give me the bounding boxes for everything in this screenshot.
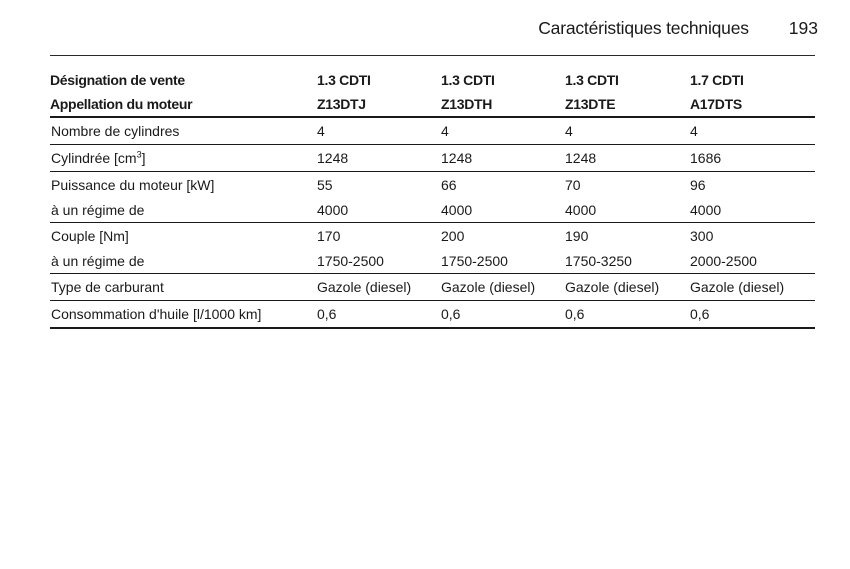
table-cell: 4 <box>690 117 815 145</box>
row-label: Couple [Nm] <box>51 227 129 244</box>
table-row-power-rpm <box>50 197 815 223</box>
table-row-fuel-type <box>50 274 815 301</box>
table-cell: 4000 <box>565 197 690 223</box>
row-label: Consommation d'huile [l/1000 km] <box>50 301 317 329</box>
table-cell: 1248 <box>317 145 441 172</box>
table-cell: 1248 <box>441 145 565 172</box>
table-cell: 70 <box>565 176 581 193</box>
table-cell: 4000 <box>441 197 565 223</box>
engine-spec-table <box>50 68 815 329</box>
table-cell: 0,6 <box>690 301 815 329</box>
table-cell: 55 <box>317 176 333 193</box>
table-cell: 66 <box>441 176 457 193</box>
table-cell: 1750-3250 <box>565 248 690 274</box>
table-row-oil-consumption <box>50 301 815 329</box>
header-cell: 1.3 CDTI <box>441 72 495 88</box>
table-cell: 2000-2500 <box>690 248 815 274</box>
row-label: à un régime de <box>50 197 317 223</box>
table-cell: 0,6 <box>565 301 690 329</box>
row-label: Nombre de cylindres <box>50 117 317 145</box>
table-cell: 1248 <box>565 145 690 172</box>
header-divider <box>50 55 815 56</box>
header-label: Désignation de vente <box>50 72 185 88</box>
table-cell: 4000 <box>317 197 441 223</box>
page-number: 193 <box>788 18 818 38</box>
header-cell: 1.3 CDTI <box>317 72 371 88</box>
page-header <box>538 18 818 39</box>
table-cell: 1686 <box>690 145 815 172</box>
table-cell: 0,6 <box>441 301 565 329</box>
row-label-text: Cylindrée [cm <box>51 150 137 166</box>
table-cell: 1750-2500 <box>317 248 441 274</box>
table-cell: 0,6 <box>317 301 441 329</box>
table-cell: 170 <box>317 227 341 244</box>
row-label-suffix: ] <box>141 150 146 166</box>
table-cell: 4000 <box>690 197 815 223</box>
row-label <box>50 145 317 172</box>
row-label: Puissance du moteur [kW] <box>51 176 215 193</box>
header-cell: Z13DTH <box>441 92 565 117</box>
table-header-row-sales-name <box>50 68 815 92</box>
row-label: à un régime de <box>50 248 317 274</box>
table-cell: 200 <box>441 227 465 244</box>
row-label-superscript: 3 <box>136 149 142 160</box>
header-cell: A17DTS <box>690 92 815 117</box>
table-cell: 4 <box>317 117 441 145</box>
table-row-displacement <box>50 145 815 172</box>
header-label: Appellation du moteur <box>50 92 317 117</box>
table-cell: 4 <box>565 117 690 145</box>
header-cell: 1.7 CDTI <box>690 72 744 88</box>
table-row-torque <box>50 223 815 249</box>
table-cell: 190 <box>565 227 589 244</box>
header-cell: Z13DTJ <box>317 92 441 117</box>
row-label: Type de carburant <box>50 274 317 301</box>
table-cell: 96 <box>690 176 706 193</box>
table-cell: 300 <box>690 227 714 244</box>
table-cell: Gazole (diesel) <box>317 274 441 301</box>
header-cell: Z13DTE <box>565 92 690 117</box>
table-cell: Gazole (diesel) <box>565 274 690 301</box>
section-title: Caractéristiques techniques <box>538 18 749 38</box>
table-header-row-engine-code <box>50 92 815 117</box>
table-cell: Gazole (diesel) <box>690 274 815 301</box>
table-cell: 1750-2500 <box>441 248 565 274</box>
table-row-torque-rpm <box>50 248 815 274</box>
table-cell: 4 <box>441 117 565 145</box>
table-row-cylinders <box>50 117 815 145</box>
table-cell: Gazole (diesel) <box>441 274 565 301</box>
header-cell: 1.3 CDTI <box>565 72 619 88</box>
table-row-power <box>50 172 815 198</box>
